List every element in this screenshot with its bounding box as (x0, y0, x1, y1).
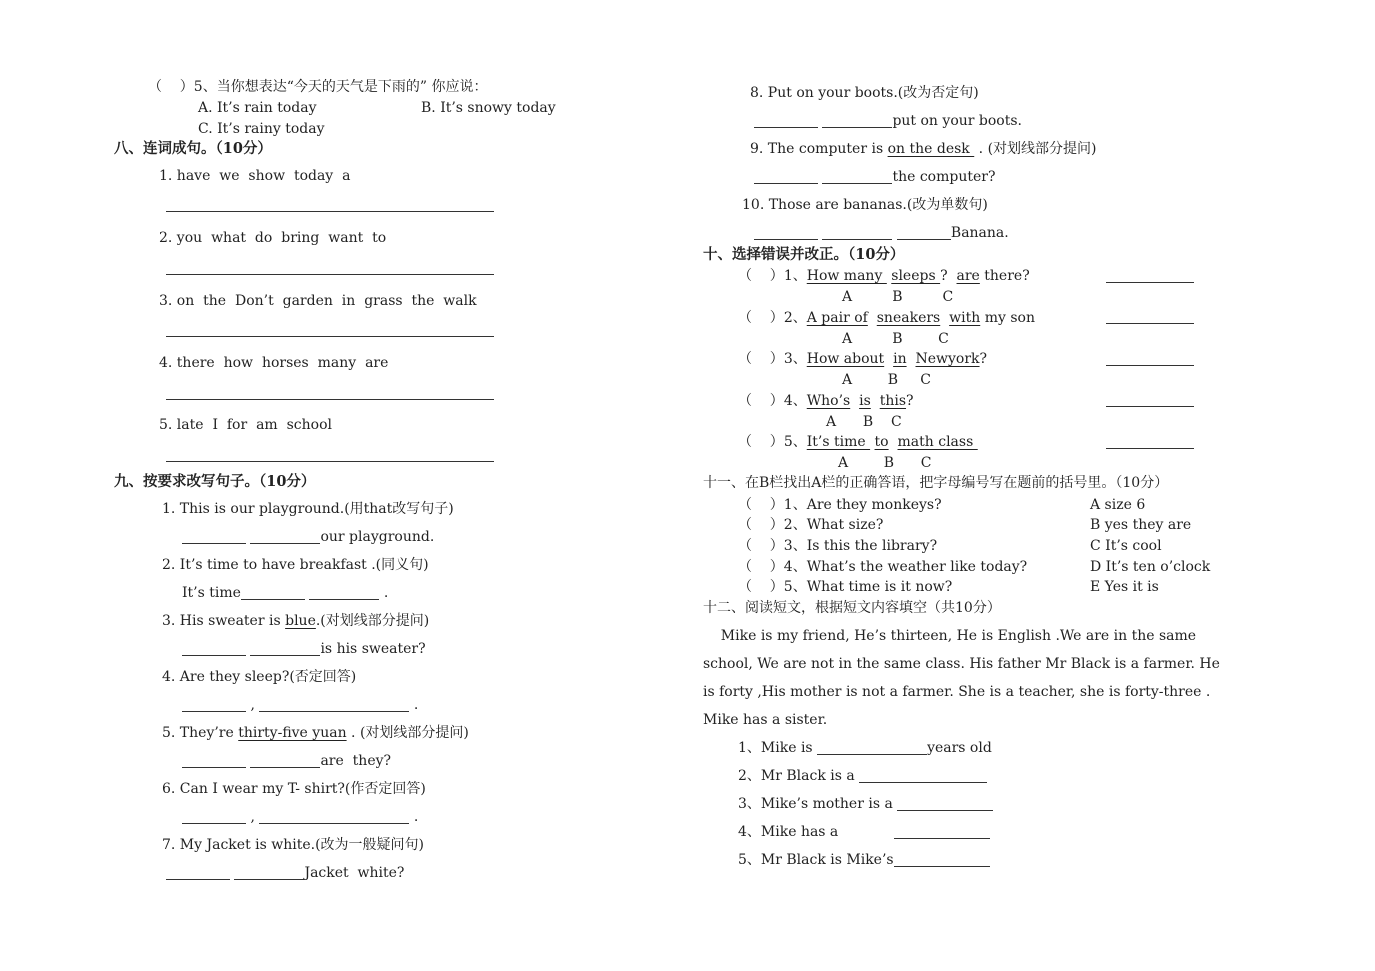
s9-item-9 (750, 140, 1097, 158)
answer-paren[interactable]: （ ） (738, 351, 784, 367)
blank[interactable] (754, 169, 818, 184)
label-a: A (842, 331, 853, 347)
option-b-phrase: in (893, 351, 907, 367)
row-tail: ? (979, 351, 988, 367)
s11-question-1: （ ）1、Are they monkeys? (738, 497, 942, 513)
blank[interactable] (822, 225, 892, 240)
s9-item-3-text: 3. His sweater is (162, 613, 286, 629)
period: . (413, 809, 419, 825)
s9-item-5 (162, 724, 469, 742)
underlined-phrase: thirty-five yuan (238, 725, 347, 741)
s9-item-2: 2. It’s time to have breakfast .(同义句) (162, 557, 429, 573)
s8-item-4: 4. there how horses many are (159, 355, 389, 371)
blank[interactable] (822, 169, 892, 184)
label-c: C (942, 289, 954, 305)
passage-line-3: is forty ,His mother is not a farmer. She is a teacher, she is forty-three . (703, 684, 1211, 700)
s9-item-6: 6. Can I wear my T- shirt?(作否定回答) (162, 781, 426, 797)
period: . (413, 697, 419, 713)
fill-2-text: 2、Mr Black is a (738, 768, 860, 784)
s8-answer-line-1[interactable] (166, 211, 494, 212)
comma: , (250, 697, 255, 713)
label-a: A (842, 289, 853, 305)
q7-5-option-b: B. It’s snowy today (421, 100, 556, 116)
s11-answer-5: E Yes it is (1090, 579, 1159, 595)
q7-5-stem: （ ）5、当你想表达“今天的天气是下雨的” 你应说： (148, 79, 488, 95)
s9-item-4: 4. Are they sleep?(否定回答) (162, 669, 357, 685)
blank[interactable] (250, 641, 320, 656)
s9-answer-7 (166, 864, 404, 882)
s10-row-1-labels (842, 288, 953, 306)
row-number: 3、 (783, 351, 807, 367)
blank[interactable] (259, 697, 409, 712)
s10-row-5-labels (838, 454, 931, 472)
row-tail: ? (906, 393, 914, 409)
option-a-phrase: A pair of (806, 310, 868, 326)
label-b: B (862, 414, 874, 430)
s10-row-2-labels (842, 330, 949, 348)
s8-answer-line-2[interactable] (166, 274, 494, 275)
s10-row-4 (738, 392, 914, 410)
s9-item-3 (162, 612, 429, 630)
passage-line-1: Mike is my friend, He’s thirteen, He is English .We are in the same (703, 628, 1197, 644)
s9-item-9-text: 9. The computer is (750, 141, 888, 157)
s11-question-4: （ ）4、What’s the weather like today? (738, 559, 1028, 575)
section-8-title: 八、连词成句。（10分） (114, 140, 272, 157)
fill-3-text: 3、Mike’s mother is a (738, 796, 898, 812)
section-10-title: 十、选择错误并改正。（10分） (703, 246, 905, 263)
label-b: B (892, 289, 903, 305)
s12-fill-4 (738, 823, 990, 841)
blank[interactable] (754, 113, 818, 128)
s11-question-5: （ ）5、What time is it now? (738, 579, 953, 595)
s9-answer-1-text: our playground. (320, 529, 435, 545)
fill-4-text: 4、Mike has a (738, 824, 839, 840)
section-9-title: 九、按要求改写句子。（10分） (114, 473, 316, 490)
option-c-phrase: Newyork (915, 351, 980, 367)
option-c-phrase: this (879, 393, 907, 409)
period: . (383, 585, 389, 601)
s8-item-2: 2. you what do bring want to (159, 230, 387, 246)
s9-item-9-instruction: . (对划线部分提问) (974, 141, 1097, 157)
s9-answer-9-text: the computer? (892, 169, 996, 185)
s9-answer-3 (182, 640, 426, 658)
answer-paren[interactable]: （ ） (738, 393, 784, 409)
label-a: A (842, 372, 853, 388)
s9-answer-10 (754, 224, 1009, 242)
option-a-phrase: How about (806, 351, 885, 367)
s8-answer-line-3[interactable] (166, 336, 494, 337)
passage-line-4: Mike has a sister. (703, 712, 828, 728)
s9-answer-5-text: are they? (320, 753, 392, 769)
comma: , (250, 809, 255, 825)
section-11-title: 十一、在B栏找出A栏的正确答语，把字母编号写在题前的括号里。（10分） (703, 475, 1169, 491)
s10-row-2 (738, 309, 1035, 327)
section-12-title: 十二、阅读短文，根据短文内容填空（共10分） (703, 600, 1001, 616)
s10-row-5 (738, 433, 978, 451)
option-a-phrase: How many (806, 268, 887, 284)
s10-row-3 (738, 350, 987, 368)
label-a: A (838, 455, 849, 471)
s11-question-2: （ ）2、What size? (738, 517, 884, 533)
blank[interactable] (182, 809, 246, 824)
s10-correction-line-2[interactable] (1106, 323, 1194, 324)
option-b-phrase: sleeps (891, 268, 941, 284)
blank[interactable] (182, 697, 246, 712)
s10-row-1: （ ）1、How many sleeps ? are there? (738, 268, 1030, 284)
s8-item-5: 5. late I for am school (159, 417, 332, 433)
s9-item-5-instruction: . (对划线部分提问) (346, 725, 469, 741)
label-c: C (920, 455, 932, 471)
fill-1-text: 1、Mike is (738, 740, 818, 756)
fill-5-text: 5、Mr Black is Mike’s (738, 852, 894, 868)
underlined-phrase: on the desk (887, 141, 975, 157)
option-a-phrase: It’s time (806, 434, 871, 450)
option-a-phrase: Who’s (806, 393, 851, 409)
underlined-phrase: blue (285, 613, 316, 629)
s9-item-1: 1. This is our playground.(用that改写句子) (162, 501, 454, 517)
row-number: 2、 (783, 310, 807, 326)
option-b-phrase: is (859, 393, 871, 409)
s10-correction-line-3[interactable] (1106, 365, 1194, 366)
s9-answer-7-text: Jacket white? (304, 865, 405, 881)
label-b: B (892, 331, 903, 347)
option-c-phrase: with (949, 310, 981, 326)
blank[interactable] (897, 796, 993, 811)
s10-correction-line-1[interactable] (1106, 282, 1194, 283)
row-number: 5、 (783, 434, 807, 450)
s9-answer-9 (754, 168, 995, 186)
blank[interactable] (234, 865, 304, 880)
label-b: B (887, 372, 899, 388)
s9-answer-5 (182, 752, 391, 770)
q7-5-option-c: C. It’s rainy today (198, 121, 325, 137)
blank[interactable] (259, 809, 409, 824)
s9-answer-2-text: It’s time (182, 585, 241, 601)
passage-line-2: school, We are not in the same class. His father Mr Black is a farmer. He (703, 656, 1220, 672)
s9-answer-8 (754, 112, 1022, 130)
label-b: B (883, 455, 895, 471)
option-c-phrase: math class (897, 434, 978, 450)
s9-item-10: 10. Those are bananas.(改为单数句) (742, 197, 988, 213)
s8-item-1: 1. have we show today a (159, 168, 351, 184)
s10-correction-line-5[interactable] (1106, 448, 1194, 449)
s12-fill-3 (738, 795, 993, 813)
s9-item-5-text: 5. They’re (162, 725, 239, 741)
blank[interactable] (182, 529, 246, 544)
s11-answer-3: C It’s cool (1090, 538, 1162, 554)
label-a: A (826, 414, 837, 430)
s11-answer-4: D It’s ten o’clock (1090, 559, 1211, 575)
s10-row-3-labels (842, 371, 931, 389)
s10-row-4-labels (826, 413, 902, 431)
label-c: C (920, 372, 932, 388)
row-tail: there? (979, 268, 1030, 284)
label-c: C (890, 414, 902, 430)
row-number: 1、 (783, 268, 807, 284)
blank[interactable] (250, 753, 320, 768)
blank[interactable] (309, 585, 379, 600)
blank[interactable] (897, 225, 951, 240)
s10-correction-line-4[interactable] (1106, 406, 1194, 407)
blank[interactable] (894, 852, 990, 867)
s9-answer-8-text: put on your boots. (892, 113, 1022, 129)
option-c-phrase: are (956, 268, 980, 284)
s12-fill-5 (738, 851, 990, 869)
s11-answer-1: A size 6 (1090, 497, 1146, 513)
blank[interactable] (182, 753, 246, 768)
answer-paren[interactable]: （ ） (738, 268, 784, 284)
blank[interactable] (166, 865, 230, 880)
s8-answer-line-5[interactable] (166, 461, 494, 462)
q7-5-option-a: A. It’s rain today (198, 100, 317, 116)
s9-answer-1 (182, 528, 434, 546)
s9-item-3-instruction: .(对划线部分提问) (315, 613, 430, 629)
blank[interactable] (859, 768, 987, 783)
s9-answer-2 (182, 584, 388, 602)
answer-paren[interactable]: （ ） (738, 434, 784, 450)
s8-item-3: 3. on the Don’t garden in grass the walk (159, 293, 477, 309)
s12-fill-2 (738, 767, 987, 785)
option-b-phrase: sneakers (876, 310, 941, 326)
blank[interactable] (754, 225, 818, 240)
blank[interactable] (182, 641, 246, 656)
s12-fill-1 (738, 739, 992, 757)
answer-paren[interactable]: （ ） (738, 310, 784, 326)
s9-item-8: 8. Put on your boots.(改为否定句) (750, 85, 979, 101)
option-b-phrase: to (874, 434, 889, 450)
s11-answer-2: B yes they are (1090, 517, 1192, 533)
fill-1-suffix: years old (927, 740, 992, 756)
blank[interactable] (250, 529, 320, 544)
blank[interactable] (894, 824, 990, 839)
s9-answer-4 (182, 696, 418, 714)
row-number: 4、 (783, 393, 807, 409)
s9-item-7: 7. My Jacket is white.(改为一般疑问句) (162, 837, 425, 853)
blank[interactable] (241, 585, 305, 600)
s11-question-3: （ ）3、Is this the library? (738, 538, 938, 554)
s9-answer-6 (182, 808, 418, 826)
blank[interactable] (822, 113, 892, 128)
s9-answer-3-text: is his sweater? (320, 641, 426, 657)
s9-answer-10-text: Banana. (950, 225, 1009, 241)
s8-answer-line-4[interactable] (166, 399, 494, 400)
blank[interactable] (817, 740, 927, 755)
label-c: C (938, 331, 949, 347)
row-tail: my son (980, 310, 1035, 326)
